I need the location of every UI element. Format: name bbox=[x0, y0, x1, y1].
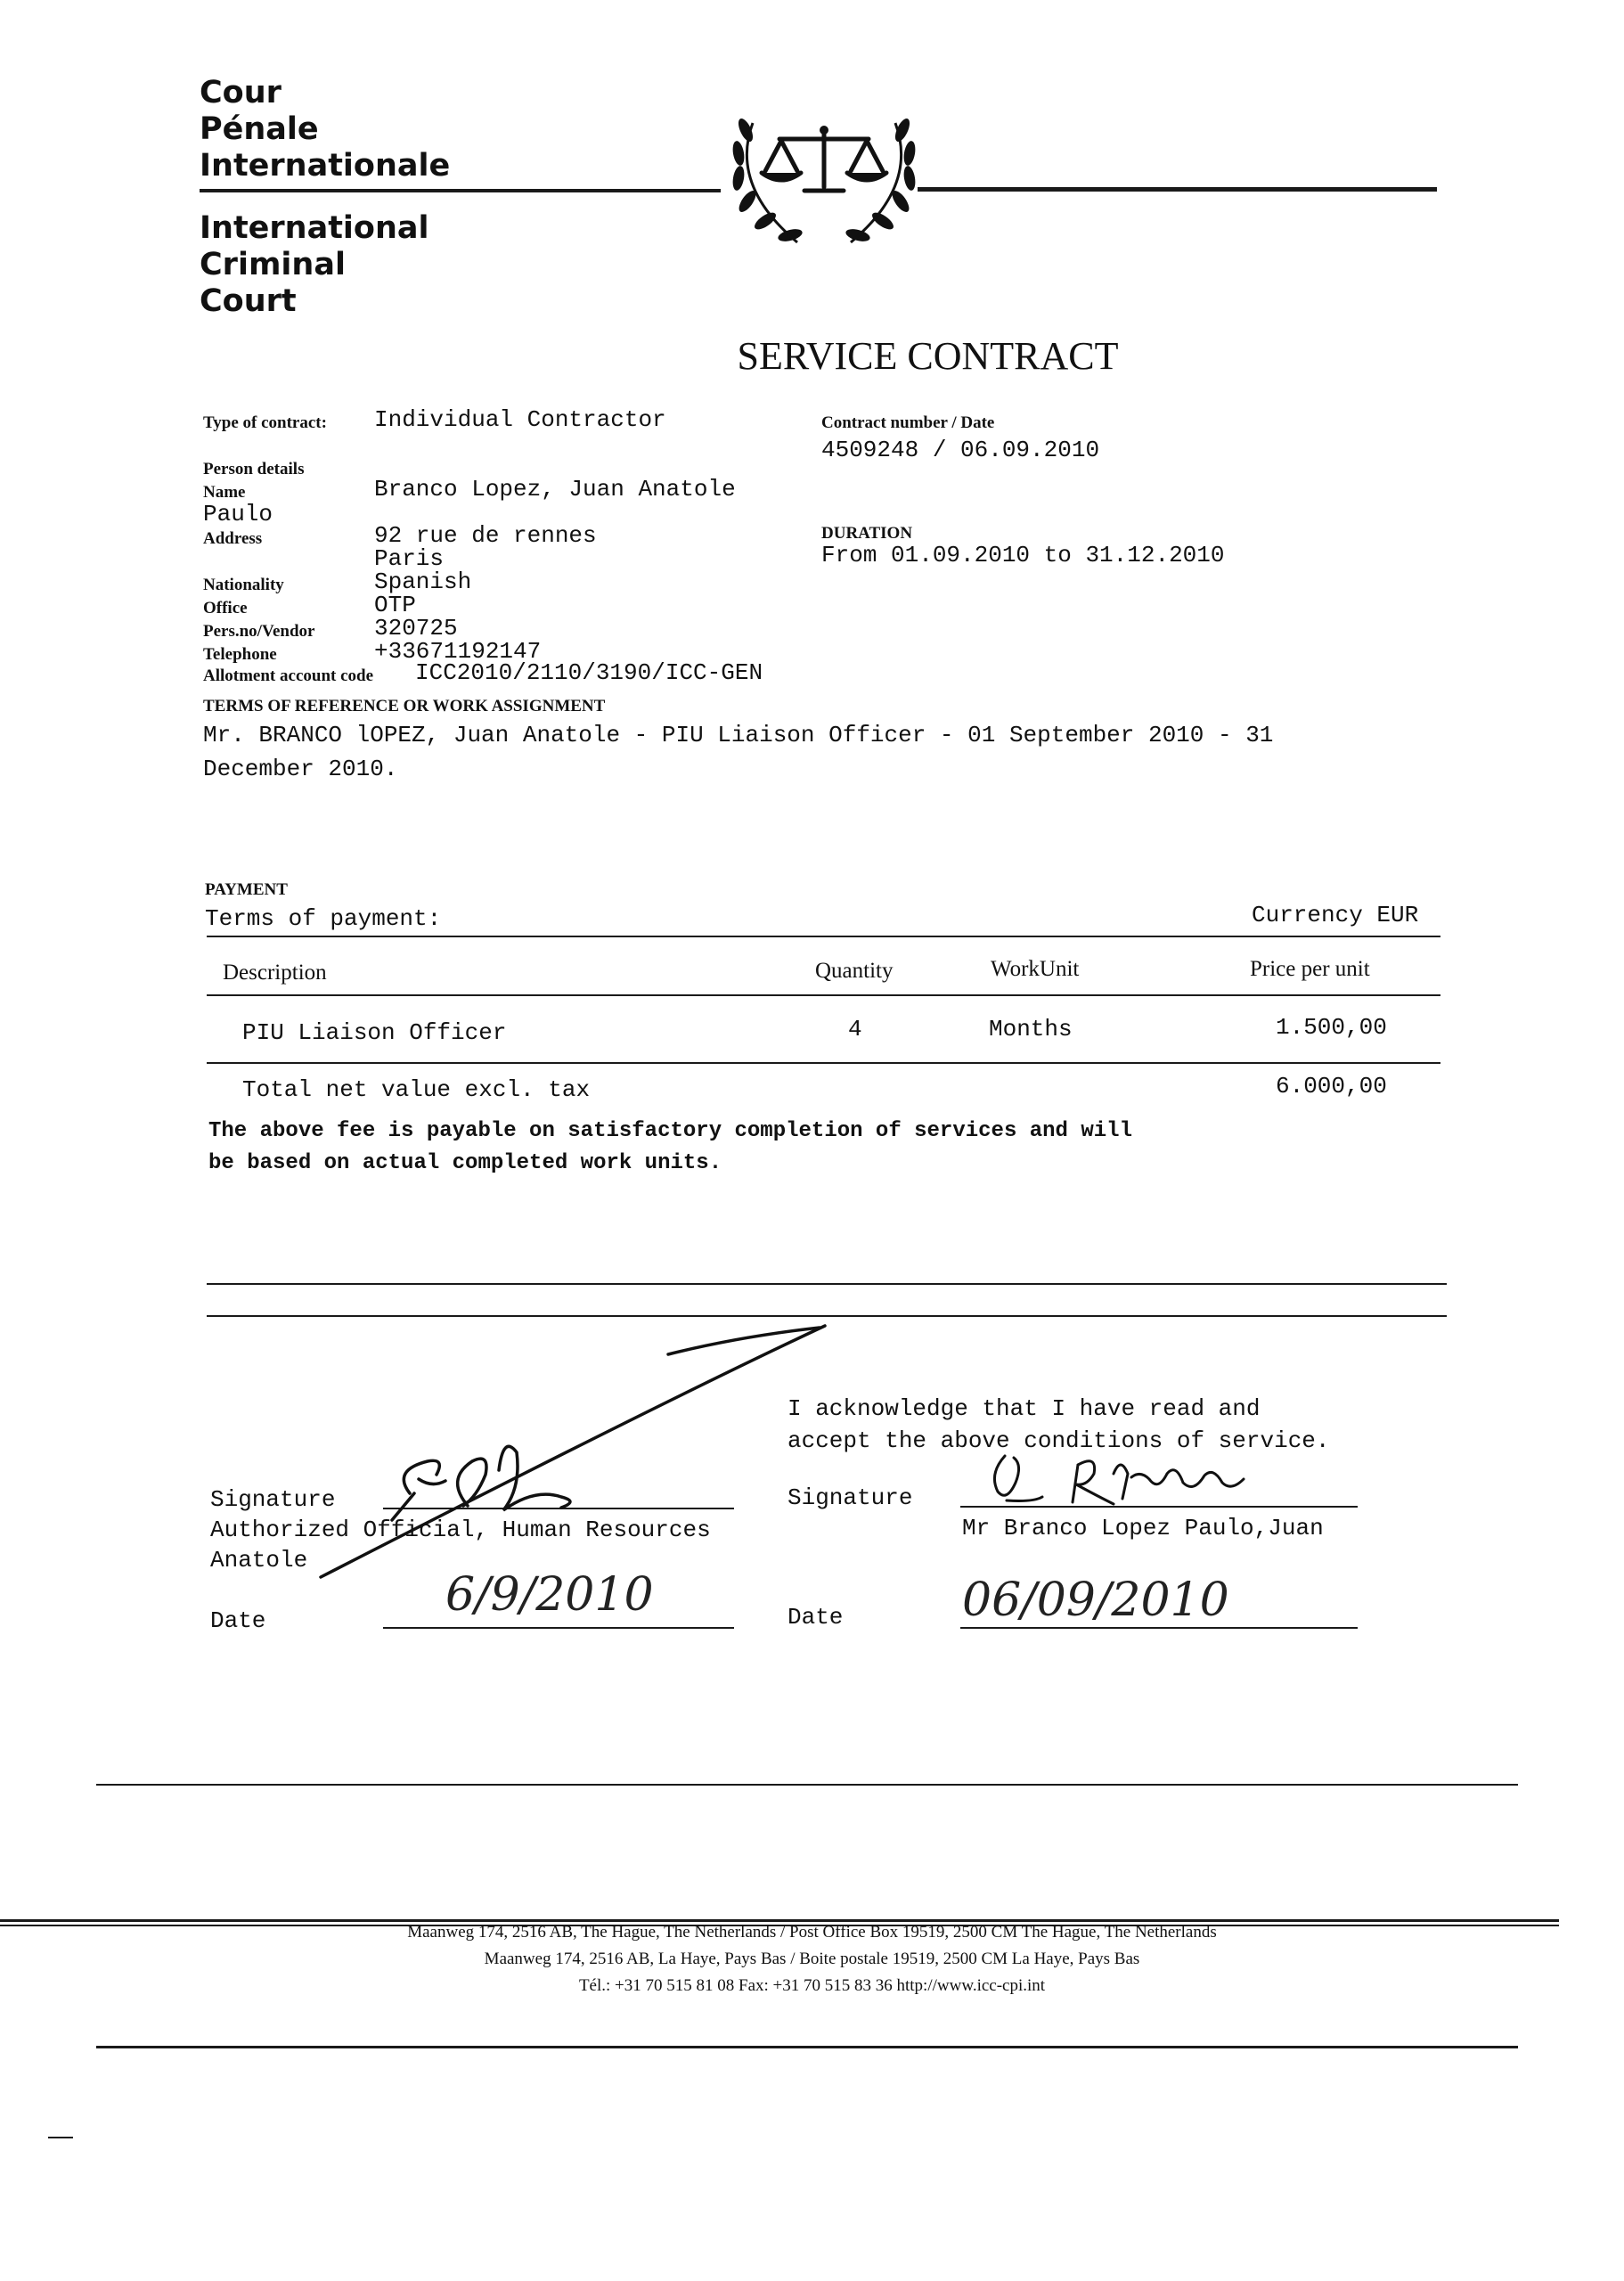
org-line: Criminal bbox=[200, 247, 346, 282]
contract-type-label: Type of contract: bbox=[203, 413, 327, 432]
right-signature-label: Signature bbox=[788, 1484, 913, 1511]
org-line: Cour bbox=[200, 75, 282, 110]
address-line1: 92 rue de rennes bbox=[374, 522, 597, 549]
margin-mark bbox=[48, 2137, 73, 2138]
telephone-label: Telephone bbox=[203, 645, 277, 664]
duration-value: From 01.09.2010 to 31.12.2010 bbox=[821, 542, 1225, 568]
left-date-handwritten: 6/9/2010 bbox=[445, 1568, 654, 1622]
person-details-label: Person details bbox=[203, 460, 305, 478]
org-line: International bbox=[200, 210, 429, 246]
footer-contact bbox=[0, 1976, 1624, 1996]
name-continuation: Paulo bbox=[203, 501, 273, 527]
org-name-english bbox=[200, 210, 429, 320]
office-label: Office bbox=[203, 599, 248, 617]
left-signature-scribble bbox=[294, 1319, 846, 1586]
footer-rule-top-1 bbox=[0, 1919, 1559, 1922]
row-unit: Months bbox=[989, 1016, 1073, 1042]
vendor-label: Pers.no/Vendor bbox=[203, 622, 315, 641]
left-date-label: Date bbox=[210, 1607, 266, 1634]
terms-line2: December 2010. bbox=[203, 756, 398, 782]
vendor-value: 320725 bbox=[374, 615, 458, 642]
currency: Currency EUR bbox=[1252, 902, 1419, 928]
bottom-rule bbox=[96, 1784, 1518, 1786]
col-workunit: WorkUnit bbox=[991, 957, 1080, 981]
terms-of-payment-label: Terms of payment: bbox=[205, 905, 442, 932]
scales-of-justice-laurel-icon bbox=[726, 96, 922, 253]
footer-line1: Maanweg 174, 2516 AB, The Hague, The Netherlands / Post Office Box 19519, 2500 CM The Hague, The Netherlands bbox=[407, 1923, 1217, 1942]
acknowledge-line1: I acknowledge that I have read and bbox=[788, 1395, 1261, 1422]
right-date-line bbox=[960, 1627, 1358, 1629]
name-label: Name bbox=[203, 483, 246, 502]
table-header-rule bbox=[207, 994, 1440, 996]
contract-number-value: 4509248 / 06.09.2010 bbox=[821, 437, 1100, 463]
terms-label: TERMS OF REFERENCE OR WORK ASSIGNMENT bbox=[203, 697, 606, 715]
acknowledge-line2: accept the above conditions of service. bbox=[788, 1427, 1330, 1454]
fee-note-line2: be based on actual completed work units. bbox=[208, 1151, 722, 1175]
footer-line3: Tél.: +31 70 515 81 08 Fax: +31 70 515 83 36 http://www.icc-cpi.int bbox=[578, 1976, 1046, 1995]
allotment-label: Allotment account code bbox=[203, 666, 374, 685]
contract-number-label: Contract number / Date bbox=[821, 413, 995, 432]
duration-label: DURATION bbox=[821, 524, 913, 543]
right-signer-name: Mr Branco Lopez Paulo,Juan bbox=[962, 1515, 1324, 1541]
row-quantity: 4 bbox=[848, 1016, 862, 1042]
footer-line2: Maanweg 174, 2516 AB, La Haye, Pays Bas / Boite postale 19519, 2500 CM La Haye, Pays Bas bbox=[484, 1950, 1140, 1968]
name-value: Branco Lopez, Juan Anatole bbox=[374, 476, 736, 503]
separator-rule-1 bbox=[207, 1283, 1447, 1285]
col-price-per-unit: Price per unit bbox=[1250, 957, 1370, 981]
left-role-line2: Anatole bbox=[210, 1547, 308, 1574]
right-signature-scribble bbox=[980, 1447, 1318, 1518]
total-label: Total net value excl. tax bbox=[242, 1076, 591, 1103]
address-line2: Paris bbox=[374, 545, 445, 572]
footer-address-en bbox=[0, 1923, 1624, 1942]
left-date-line bbox=[383, 1627, 734, 1629]
telephone-value: +33671192147 bbox=[374, 638, 542, 665]
org-line: Internationale bbox=[200, 148, 451, 184]
fee-note-line1: The above fee is payable on satisfactory completion of services and will bbox=[208, 1119, 1132, 1143]
total-value: 6.000,00 bbox=[1276, 1073, 1387, 1100]
right-date-label: Date bbox=[788, 1604, 844, 1631]
left-signature-label: Signature bbox=[210, 1486, 336, 1513]
table-row-rule bbox=[207, 1062, 1440, 1064]
payment-label: PAYMENT bbox=[205, 880, 288, 899]
allotment-value: ICC2010/2110/3190/ICC-GEN bbox=[415, 659, 763, 686]
col-description: Description bbox=[223, 961, 327, 985]
contract-type-value: Individual Contractor bbox=[374, 406, 666, 433]
header-rule-right bbox=[918, 187, 1437, 192]
terms-line1: Mr. BRANCO lOPEZ, Juan Anatole - PIU Liaison Officer - 01 September 2010 - 31 bbox=[203, 722, 1274, 748]
separator-rule-2 bbox=[207, 1315, 1447, 1317]
document-title: SERVICE CONTRACT bbox=[737, 334, 1119, 378]
row-price: 1.500,00 bbox=[1276, 1014, 1387, 1041]
address-label: Address bbox=[203, 529, 263, 548]
left-role-line1: Authorized Official, Human Resources bbox=[210, 1517, 711, 1543]
row-description: PIU Liaison Officer bbox=[242, 1019, 507, 1046]
nationality-value: Spanish bbox=[374, 568, 472, 595]
office-value: OTP bbox=[374, 592, 416, 618]
org-name-french bbox=[200, 75, 450, 184]
nationality-label: Nationality bbox=[203, 576, 284, 594]
org-line: Court bbox=[200, 283, 297, 319]
footer-address-fr bbox=[0, 1950, 1624, 1969]
right-date-handwritten: 06/09/2010 bbox=[962, 1574, 1229, 1627]
footer-rule-bottom bbox=[96, 2046, 1518, 2048]
header-rule-left bbox=[200, 189, 721, 192]
col-quantity: Quantity bbox=[815, 959, 894, 983]
org-line: Pénale bbox=[200, 111, 319, 147]
table-top-rule bbox=[207, 936, 1440, 937]
